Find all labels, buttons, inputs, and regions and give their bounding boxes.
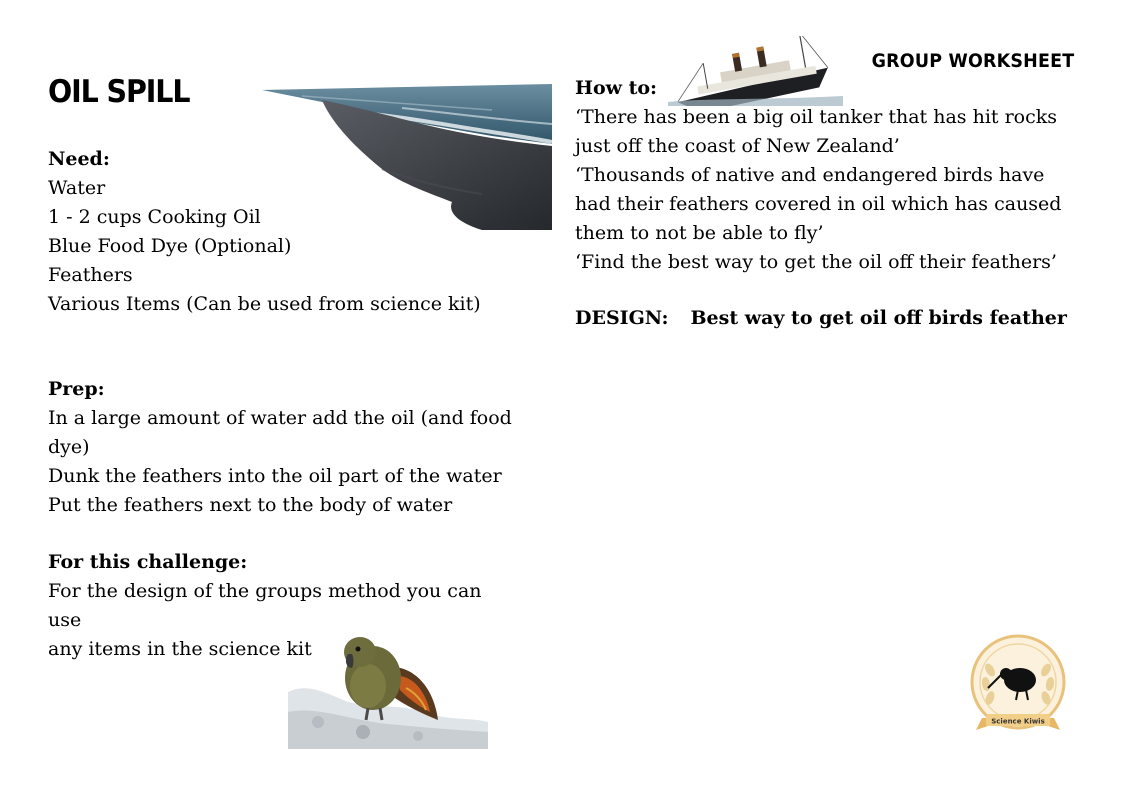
howto-line: them to not be able to fly’ xyxy=(575,222,824,244)
page-title: OIL SPILL xyxy=(48,74,190,110)
prep-heading: Prep: xyxy=(48,378,105,400)
challenge-line: For the design of the groups method you can use xyxy=(48,580,482,631)
howto-line: had their feathers covered in oil which has caused xyxy=(575,193,1062,215)
need-item: 1 - 2 cups Cooking Oil xyxy=(48,206,261,228)
howto-section xyxy=(575,74,1065,277)
design-label: DESIGN: xyxy=(575,307,669,329)
need-item: Feathers xyxy=(48,264,133,286)
howto-heading: How to: xyxy=(575,77,658,99)
design-text: Best way to get oil off birds feather xyxy=(690,307,1067,329)
need-item: Blue Food Dye (Optional) xyxy=(48,235,292,257)
oily-bird-image xyxy=(288,632,488,749)
logo-text: Science Kiwis xyxy=(991,717,1045,726)
need-section xyxy=(48,145,518,319)
need-item: Various Items (Can be used from science kit) xyxy=(48,293,481,315)
howto-line: ‘Thousands of native and endangered birds have xyxy=(575,164,1045,186)
prep-line: Put the feathers next to the body of water xyxy=(48,494,453,516)
howto-line: just off the coast of New Zealand’ xyxy=(575,135,900,157)
need-heading: Need: xyxy=(48,148,110,170)
need-item: Water xyxy=(48,177,106,199)
design-section xyxy=(575,304,1067,333)
prep-line: In a large amount of water add the oil (and food xyxy=(48,407,512,429)
challenge-line: any items in the science kit xyxy=(48,638,312,660)
howto-line: ‘Find the best way to get the oil off their feathers’ xyxy=(575,251,1057,273)
prep-line: Dunk the feathers into the oil part of the water xyxy=(48,465,502,487)
challenge-heading: For this challenge: xyxy=(48,551,248,573)
worksheet-label: GROUP WORKSHEET xyxy=(871,50,1074,72)
prep-line: dye) xyxy=(48,436,90,458)
howto-line: ‘There has been a big oil tanker that has hit rocks xyxy=(575,106,1058,128)
science-kiwis-logo xyxy=(968,634,1068,738)
prep-section xyxy=(48,375,518,520)
